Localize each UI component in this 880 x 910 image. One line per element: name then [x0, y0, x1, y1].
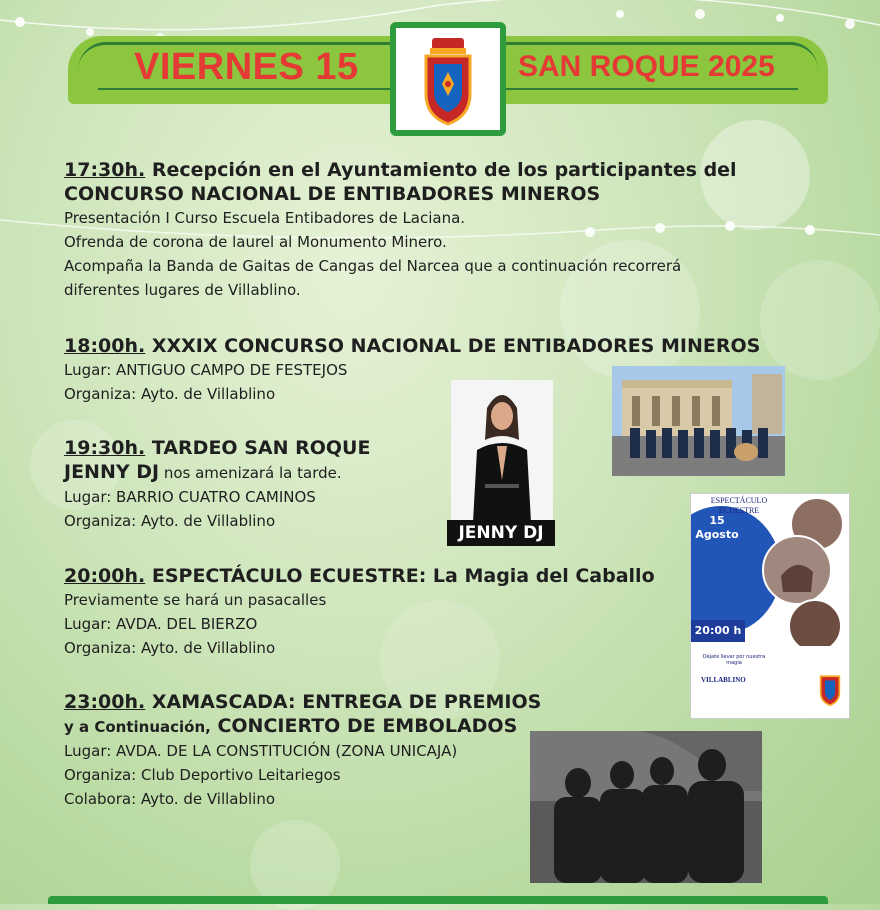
event-line: Lugar: AVDA. DE LA CONSTITUCIÓN (ZONA UNICAJA) — [64, 742, 458, 760]
event-time: 23:00h. — [64, 691, 146, 713]
poster-title: ESPECTÁCULO ECUESTRE — [710, 496, 768, 515]
event-2000 — [64, 564, 655, 660]
event-subtitle: CONCIERTO DE EMBOLADOS — [210, 715, 518, 737]
event-title: ESPECTÁCULO ECUESTRE: — [151, 565, 427, 587]
footer-bar — [48, 896, 828, 904]
event-time: 18:00h. — [64, 335, 146, 357]
event-line: Organiza: Ayto. de Villablino — [64, 512, 276, 530]
event-artist-desc: nos amenizará la tarde. — [159, 464, 342, 482]
event-title-rest: La Magia del Caballo — [426, 565, 655, 587]
event-subtitle: CONCURSO NACIONAL DE ENTIBADORES MINEROS — [64, 183, 601, 205]
event-line: Organiza: Ayto. de Villablino — [64, 385, 276, 403]
event-time: 20:00h. — [64, 565, 146, 587]
event-1730 — [64, 158, 737, 302]
event-1930 — [64, 436, 370, 533]
poster-place: VILLABLINO — [701, 676, 746, 684]
event-line: Organiza: Ayto. de Villablino — [64, 639, 276, 657]
event-time: 19:30h. — [64, 437, 146, 459]
header-day: VIERNES 15 — [134, 46, 359, 88]
poster-note: Déjate llevar por nuestra magia — [702, 654, 766, 666]
event-line: Colabora: Ayto. de Villablino — [64, 790, 276, 808]
event-line: Ofrenda de corona de laurel al Monumento Minero. — [64, 233, 447, 251]
concert-band-photo — [530, 731, 762, 883]
event-line: Lugar: ANTIGUO CAMPO DE FESTEJOS — [64, 361, 348, 379]
header-festival: SAN ROQUE 2025 — [518, 50, 775, 83]
poster-crest-icon — [817, 672, 843, 706]
event-title: XXXIX CONCURSO NACIONAL DE ENTIBADORES MINEROS — [151, 335, 761, 357]
event-title: XAMASCADA: ENTREGA DE PREMIOS — [151, 691, 542, 713]
event-2300 — [64, 690, 541, 811]
poster-date: 15 Agosto — [695, 514, 739, 541]
horse-images — [751, 496, 847, 646]
event-artist: JENNY DJ — [64, 461, 160, 483]
crest-frame — [390, 22, 506, 136]
event-line: Presentación I Curso Escuela Entibadores de Laciana. — [64, 209, 466, 227]
event-line: Lugar: AVDA. DEL BIERZO — [64, 615, 258, 633]
event-line: Previamente se hará un pasacalles — [64, 591, 327, 609]
event-line: Acompaña la Banda de Gaitas de Cangas del Narcea que a continuación recorrerá — [64, 257, 682, 275]
coat-of-arms-icon — [420, 36, 476, 126]
event-title: TARDEO SAN ROQUE — [151, 437, 371, 459]
equestrian-poster — [690, 493, 850, 719]
event-time: 17:30h. — [64, 159, 146, 181]
event-line: Lugar: BARRIO CUATRO CAMINOS — [64, 488, 316, 506]
event-line: diferentes lugares de Villablino. — [64, 281, 301, 299]
jenny-dj-photo — [451, 380, 553, 522]
event-line: Organiza: Club Deportivo Leitariegos — [64, 766, 341, 784]
poster-time: 20:00 h — [691, 620, 745, 642]
jenny-dj-label: JENNY DJ — [447, 520, 555, 546]
band-photo — [612, 366, 785, 476]
event-connector: y a Continuación, — [64, 718, 211, 736]
event-title: Recepción en el Ayuntamiento de los participantes del — [151, 159, 737, 181]
